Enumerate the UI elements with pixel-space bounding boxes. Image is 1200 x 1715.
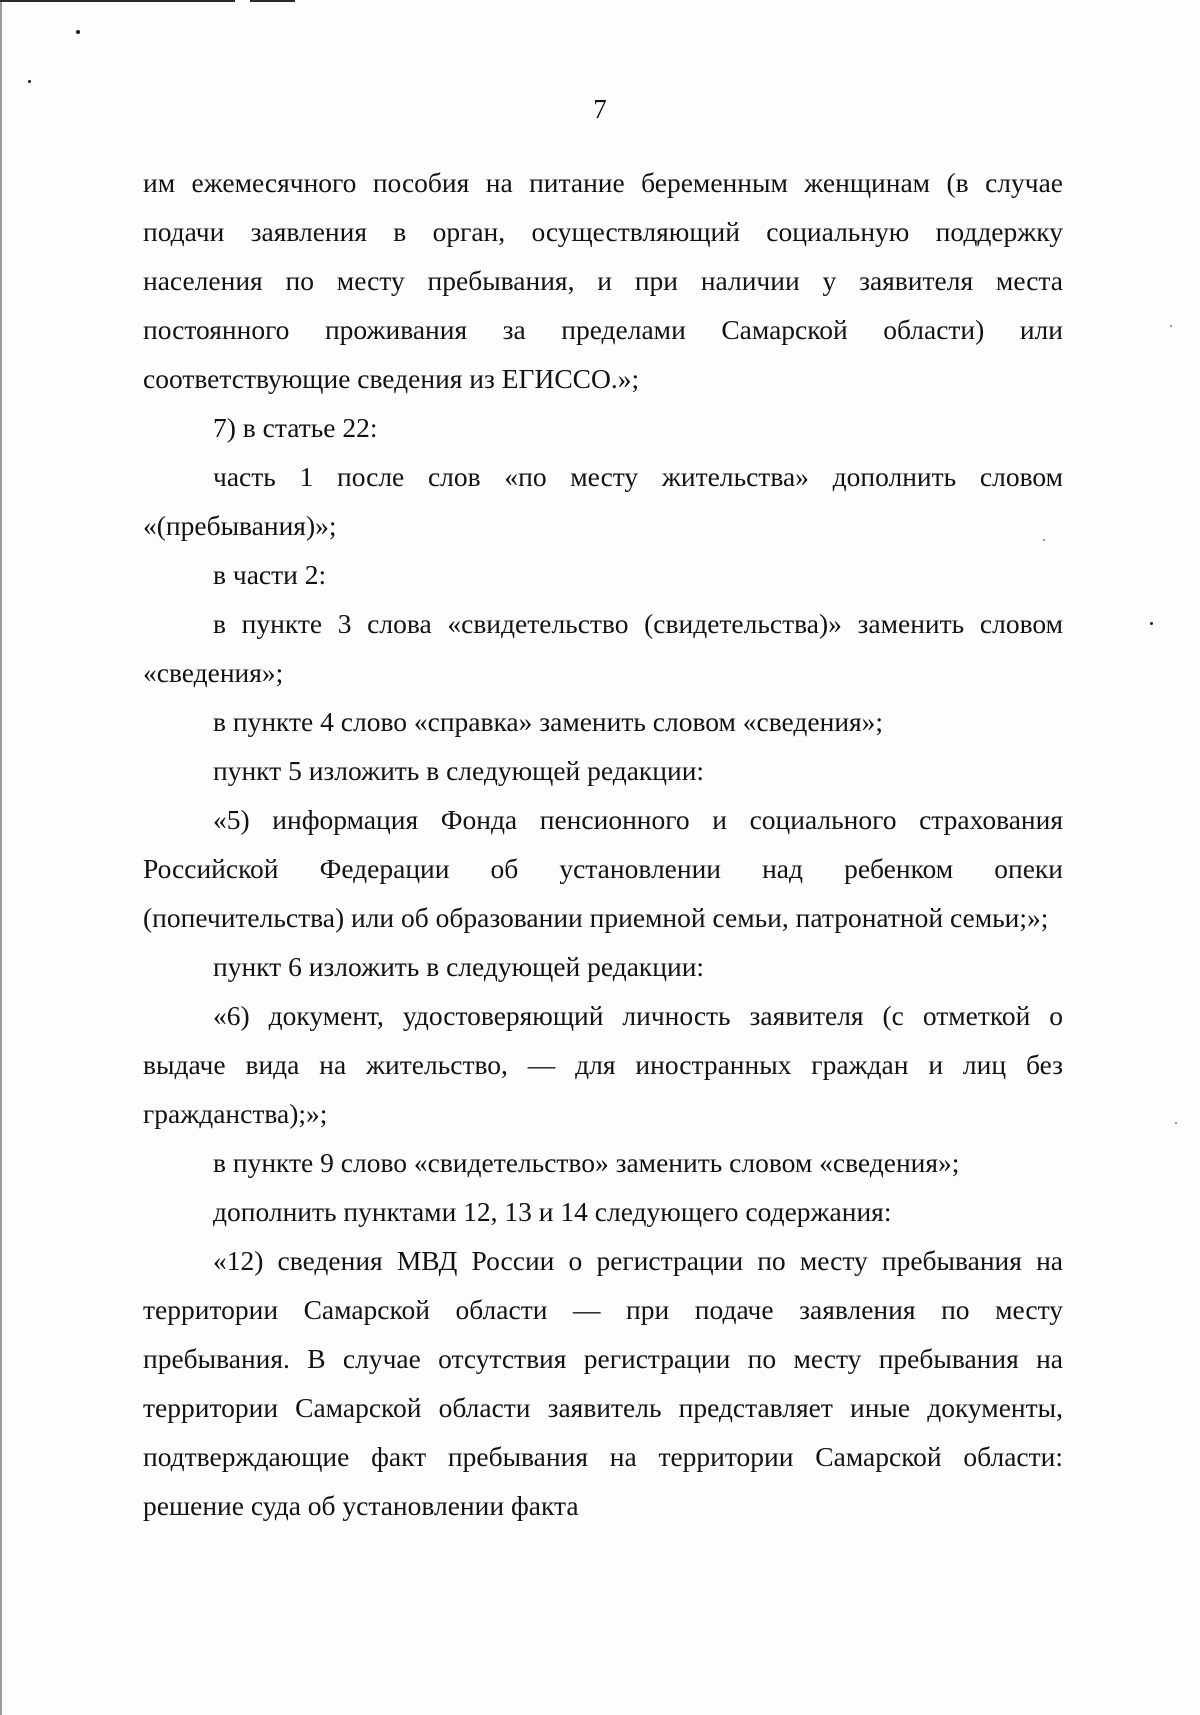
- paragraph: пункт 5 изложить в следующей редакции:: [213, 755, 705, 786]
- scan-speck: [1175, 1122, 1177, 1124]
- scan-speck: [28, 80, 31, 83]
- scan-artifact-line: [0, 0, 235, 2]
- paragraph: 7) в статье 22:: [213, 412, 378, 443]
- paragraph: в части 2:: [213, 559, 327, 590]
- paragraph: «12) сведения МВД России о регистрации по месту пребывания на территории Самарской области — при подаче заявления по месту пребывания. В случае отсутствия регистрации по месту пребывания на территории Самарской области заявитель представляет иные документы, подтверждающие факт пребывания на территории Самарской области: решение суда об установлении факта: [143, 1245, 1063, 1521]
- scan-speck: [1150, 622, 1153, 625]
- paragraph: им ежемесячного пособия на питание беременным женщинам (в случае подачи заявления в орган, осуществляющий социальную поддержку населения по месту пребывания, и при наличии у заявителя места постоянного проживания за пределами Самарской области) или соответствующие сведения из ЕГИССО.»;: [143, 167, 1063, 394]
- paragraph: «5) информация Фонда пенсионного и социального страхования Российской Федерации об установлении над ребенком опеки (попечительства) или об образовании приемной семьи, патронатной семьи;»;: [143, 804, 1063, 933]
- scan-speck: [76, 30, 80, 34]
- page-number: 7: [593, 94, 607, 124]
- paragraph: дополнить пунктами 12, 13 и 14 следующего содержания:: [213, 1196, 892, 1227]
- scan-artifact-line: [250, 0, 295, 2]
- paragraph: в пункте 3 слова «свидетельство (свидетельства)» заменить словом «сведения»;: [143, 608, 1063, 688]
- scan-edge: [0, 0, 2, 1715]
- paragraph: в пункте 9 слово «свидетельство» заменить словом «сведения»;: [213, 1147, 960, 1178]
- scan-speck: [1170, 325, 1172, 327]
- paragraph: часть 1 после слов «по месту жительства» дополнить словом «(пребывания)»;: [143, 461, 1063, 541]
- document-body: [143, 158, 1063, 1530]
- paragraph: в пункте 4 слово «справка» заменить словом «сведения»;: [213, 706, 884, 737]
- paragraph: пункт 6 изложить в следующей редакции:: [213, 951, 705, 982]
- paragraph: «6) документ, удостоверяющий личность заявителя (с отметкой о выдаче вида на жительство, — для иностранных граждан и лиц без гражданства);»;: [143, 1000, 1063, 1129]
